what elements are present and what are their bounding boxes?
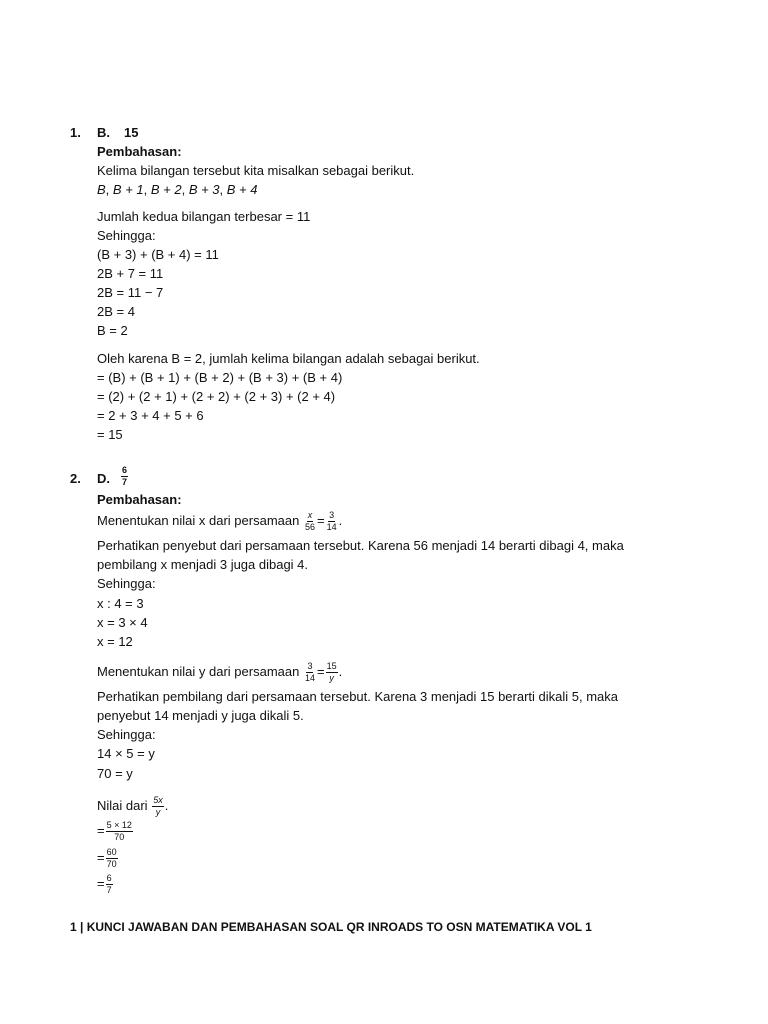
- q2-y-para-1: Perhatikan pembilang dari persamaan tersebut. Karena 3 menjadi 15 berarti dikali 5, maka: [97, 689, 619, 704]
- q2-y-step-1: 14 × 5 = y: [97, 746, 155, 761]
- q1-step-5: B = 2: [97, 323, 128, 338]
- q2-final-frac-1: $\frac{5 \times 12}{70}$: [106, 820, 132, 842]
- q1-step-2: 2B + 7 = 11: [97, 266, 164, 281]
- q2-final-2: = $\frac{60}{70}$: [97, 847, 117, 869]
- q2-y-intro-line: Menentukan nilai y dari persamaan $\frac{3}{14}$ = $\frac{15}{y}$ .: [97, 661, 343, 683]
- q2-x-frac-1: $\frac{x}{56}$: [304, 510, 315, 532]
- q2-value-intro: Nilai dari: [97, 797, 148, 813]
- q1-sehingga: Sehingga:: [97, 228, 156, 243]
- q2-sehingga-2: Sehingga:: [97, 727, 156, 742]
- q2-heading: Pembahasan:: [97, 492, 182, 507]
- q2-final-frac-3: $\frac{6}{7}$: [106, 873, 112, 895]
- q1-step-3: 2B = 11 − 7: [97, 285, 164, 300]
- q2-answer-fraction: $\frac{6}{7}$: [122, 465, 128, 487]
- q1-term-4: B + 3: [188, 182, 220, 197]
- q2-value-frac: $\frac{5x}{y}$: [153, 795, 163, 817]
- q2-y-frac-1: $\frac{3}{14}$: [304, 661, 315, 683]
- q2-x-para-1: Perhatikan penyebut dari persamaan tersebut. Karena 56 menjadi 14 berarti dibagi 4, maka: [97, 538, 624, 553]
- q1-calc-4: = 15: [97, 427, 123, 442]
- q2-x-step-2: x = 3 × 4: [97, 615, 148, 630]
- q1-term-1: B: [97, 182, 106, 197]
- q1-term-2: B + 1: [112, 182, 144, 197]
- q2-x-step-1: x : 4 = 3: [97, 596, 144, 611]
- q2-final-3: = $\frac{6}{7}$: [97, 873, 112, 895]
- q2-x-intro-line: Menentukan nilai x dari persamaan $\frac{x}{56}$ = $\frac{3}{14}$ .: [97, 510, 343, 532]
- q2-x-frac-2: $\frac{3}{14}$: [326, 510, 337, 532]
- q2-y-intro: Menentukan nilai y dari persamaan: [97, 663, 300, 679]
- q1-intro: Kelima bilangan tersebut kita misalkan sebagai berikut.: [97, 163, 415, 178]
- q1-conclusion: Oleh karena B = 2, jumlah kelima bilangan adalah sebagai berikut.: [97, 351, 480, 366]
- q2-y-step-2: 70 = y: [97, 766, 133, 781]
- q2-value-line: Nilai dari $\frac{5x}{y}$ .: [97, 795, 169, 817]
- q1-terms: B, B + 1, B + 2, B + 3, B + 4: [97, 182, 258, 197]
- q1-calc-2: = (2) + (2 + 1) + (2 + 2) + (2 + 3) + (2 + 4): [97, 389, 336, 404]
- q2-final-1: = $\frac{5 \times 12}{70}$: [97, 820, 132, 842]
- q2-final-frac-2: $\frac{60}{70}$: [106, 847, 117, 869]
- q1-calc-1: = (B) + (B + 1) + (B + 2) + (B + 3) + (B + 4): [97, 370, 343, 385]
- q1-step-4: 2B = 4: [97, 304, 135, 319]
- q2-y-para-2: penyebut 14 menjadi y juga dikali 5.: [97, 708, 304, 723]
- q1-step-1: (B + 3) + (B + 4) = 11: [97, 247, 219, 262]
- q1-answer: 15: [124, 125, 139, 140]
- q2-sehingga-1: Sehingga:: [97, 576, 156, 591]
- q2-x-step-3: x = 12: [97, 634, 133, 649]
- q1-heading: Pembahasan:: [97, 144, 182, 159]
- q1-calc-3: = 2 + 3 + 4 + 5 + 6: [97, 408, 204, 423]
- q2-y-frac-2: $\frac{15}{y}$: [326, 661, 337, 683]
- q2-x-para-2: pembilang x menjadi 3 juga dibagi 4.: [97, 557, 309, 572]
- q1-option: B.: [97, 125, 110, 140]
- q2-x-intro: Menentukan nilai x dari persamaan: [97, 512, 300, 528]
- q2-number: 2.: [70, 471, 81, 486]
- q2-answer: [120, 466, 129, 487]
- q1-term-5: B + 4: [226, 182, 258, 197]
- q1-term-3: B + 2: [150, 182, 182, 197]
- q1-number: 1.: [70, 125, 81, 140]
- page-footer: 1 | KUNCI JAWABAN DAN PEMBAHASAN SOAL QR INROADS TO OSN MATEMATIKA VOL 1: [70, 920, 592, 934]
- q2-option: D.: [97, 471, 110, 486]
- q1-sum-label: Jumlah kedua bilangan terbesar = 11: [97, 209, 311, 224]
